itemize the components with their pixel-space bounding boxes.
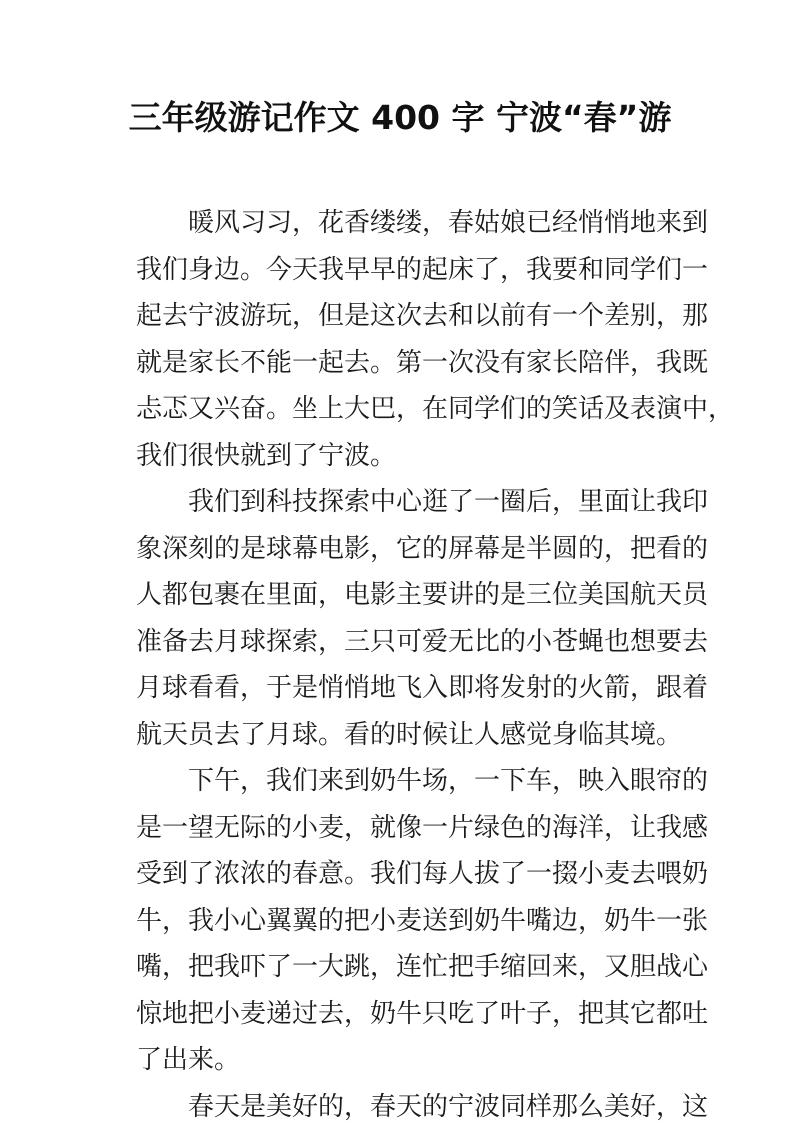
paragraph-line: 人都包裹在里面，电影主要讲的是三位美国航天员 xyxy=(136,580,709,610)
paragraph-line: 准备去月球探索，三只可爱无比的小苍蝇也想要去 xyxy=(136,626,709,657)
paragraph-line: 我们很快就到了宁波。 xyxy=(136,440,397,471)
paragraph-line: 起去宁波游玩，但是这次去和以前有一个差别，那 xyxy=(136,301,709,331)
paragraph-line: 航天员去了月球。看的时候让人感觉身临其境。 xyxy=(136,719,683,750)
paragraph-line: 嘴，把我吓了一大跳，连忙把手缩回来，又胆战心 xyxy=(136,952,709,982)
paragraph-line: 就是家长不能一起去。第一次没有家长陪伴，我既 xyxy=(136,347,709,378)
paragraph-line: 惊地把小麦递过去，奶牛只吃了叶子，把其它都吐 xyxy=(136,998,709,1029)
paragraph-first-line: 我们到科技探索中心逛了一圈后，里面让我印 xyxy=(188,487,709,517)
paragraph-first-line: 下午，我们来到奶牛场，一下车，映入眼帘的 xyxy=(188,766,709,796)
paragraph-first-line: 暖风习习，花香缕缕，春姑娘已经悄悄地来到 xyxy=(188,208,709,238)
page-title: 三年级游记作文 400 字 宁波“春”游 xyxy=(128,98,672,137)
paragraph-line: 我们身边。今天我早早的起床了，我要和同学们一 xyxy=(136,254,709,285)
paragraph-line: 受到了浓浓的春意。我们每人拔了一掇小麦去喂奶 xyxy=(136,859,709,889)
paragraph-line: 忐忑又兴奋。坐上大巴，在同学们的笑话及表演中， xyxy=(136,394,735,424)
paragraph-line: 月球看看，于是悄悄地飞入即将发射的火箭，跟着 xyxy=(136,673,709,703)
paragraph-line: 是一望无际的小麦，就像一片绿色的海洋，让我感 xyxy=(136,812,709,843)
paragraph-line: 了出来。 xyxy=(136,1045,241,1075)
paragraph-line: 牛，我小心翼翼的把小麦送到奶牛嘴边，奶牛一张 xyxy=(136,905,709,936)
article-body xyxy=(136,200,735,1130)
paragraph-line: 象深刻的是球幕电影，它的屏幕是半圆的，把看的 xyxy=(136,533,709,564)
paragraph-first-line: 春天是美好的，春天的宁波同样那么美好，这 xyxy=(188,1091,709,1122)
